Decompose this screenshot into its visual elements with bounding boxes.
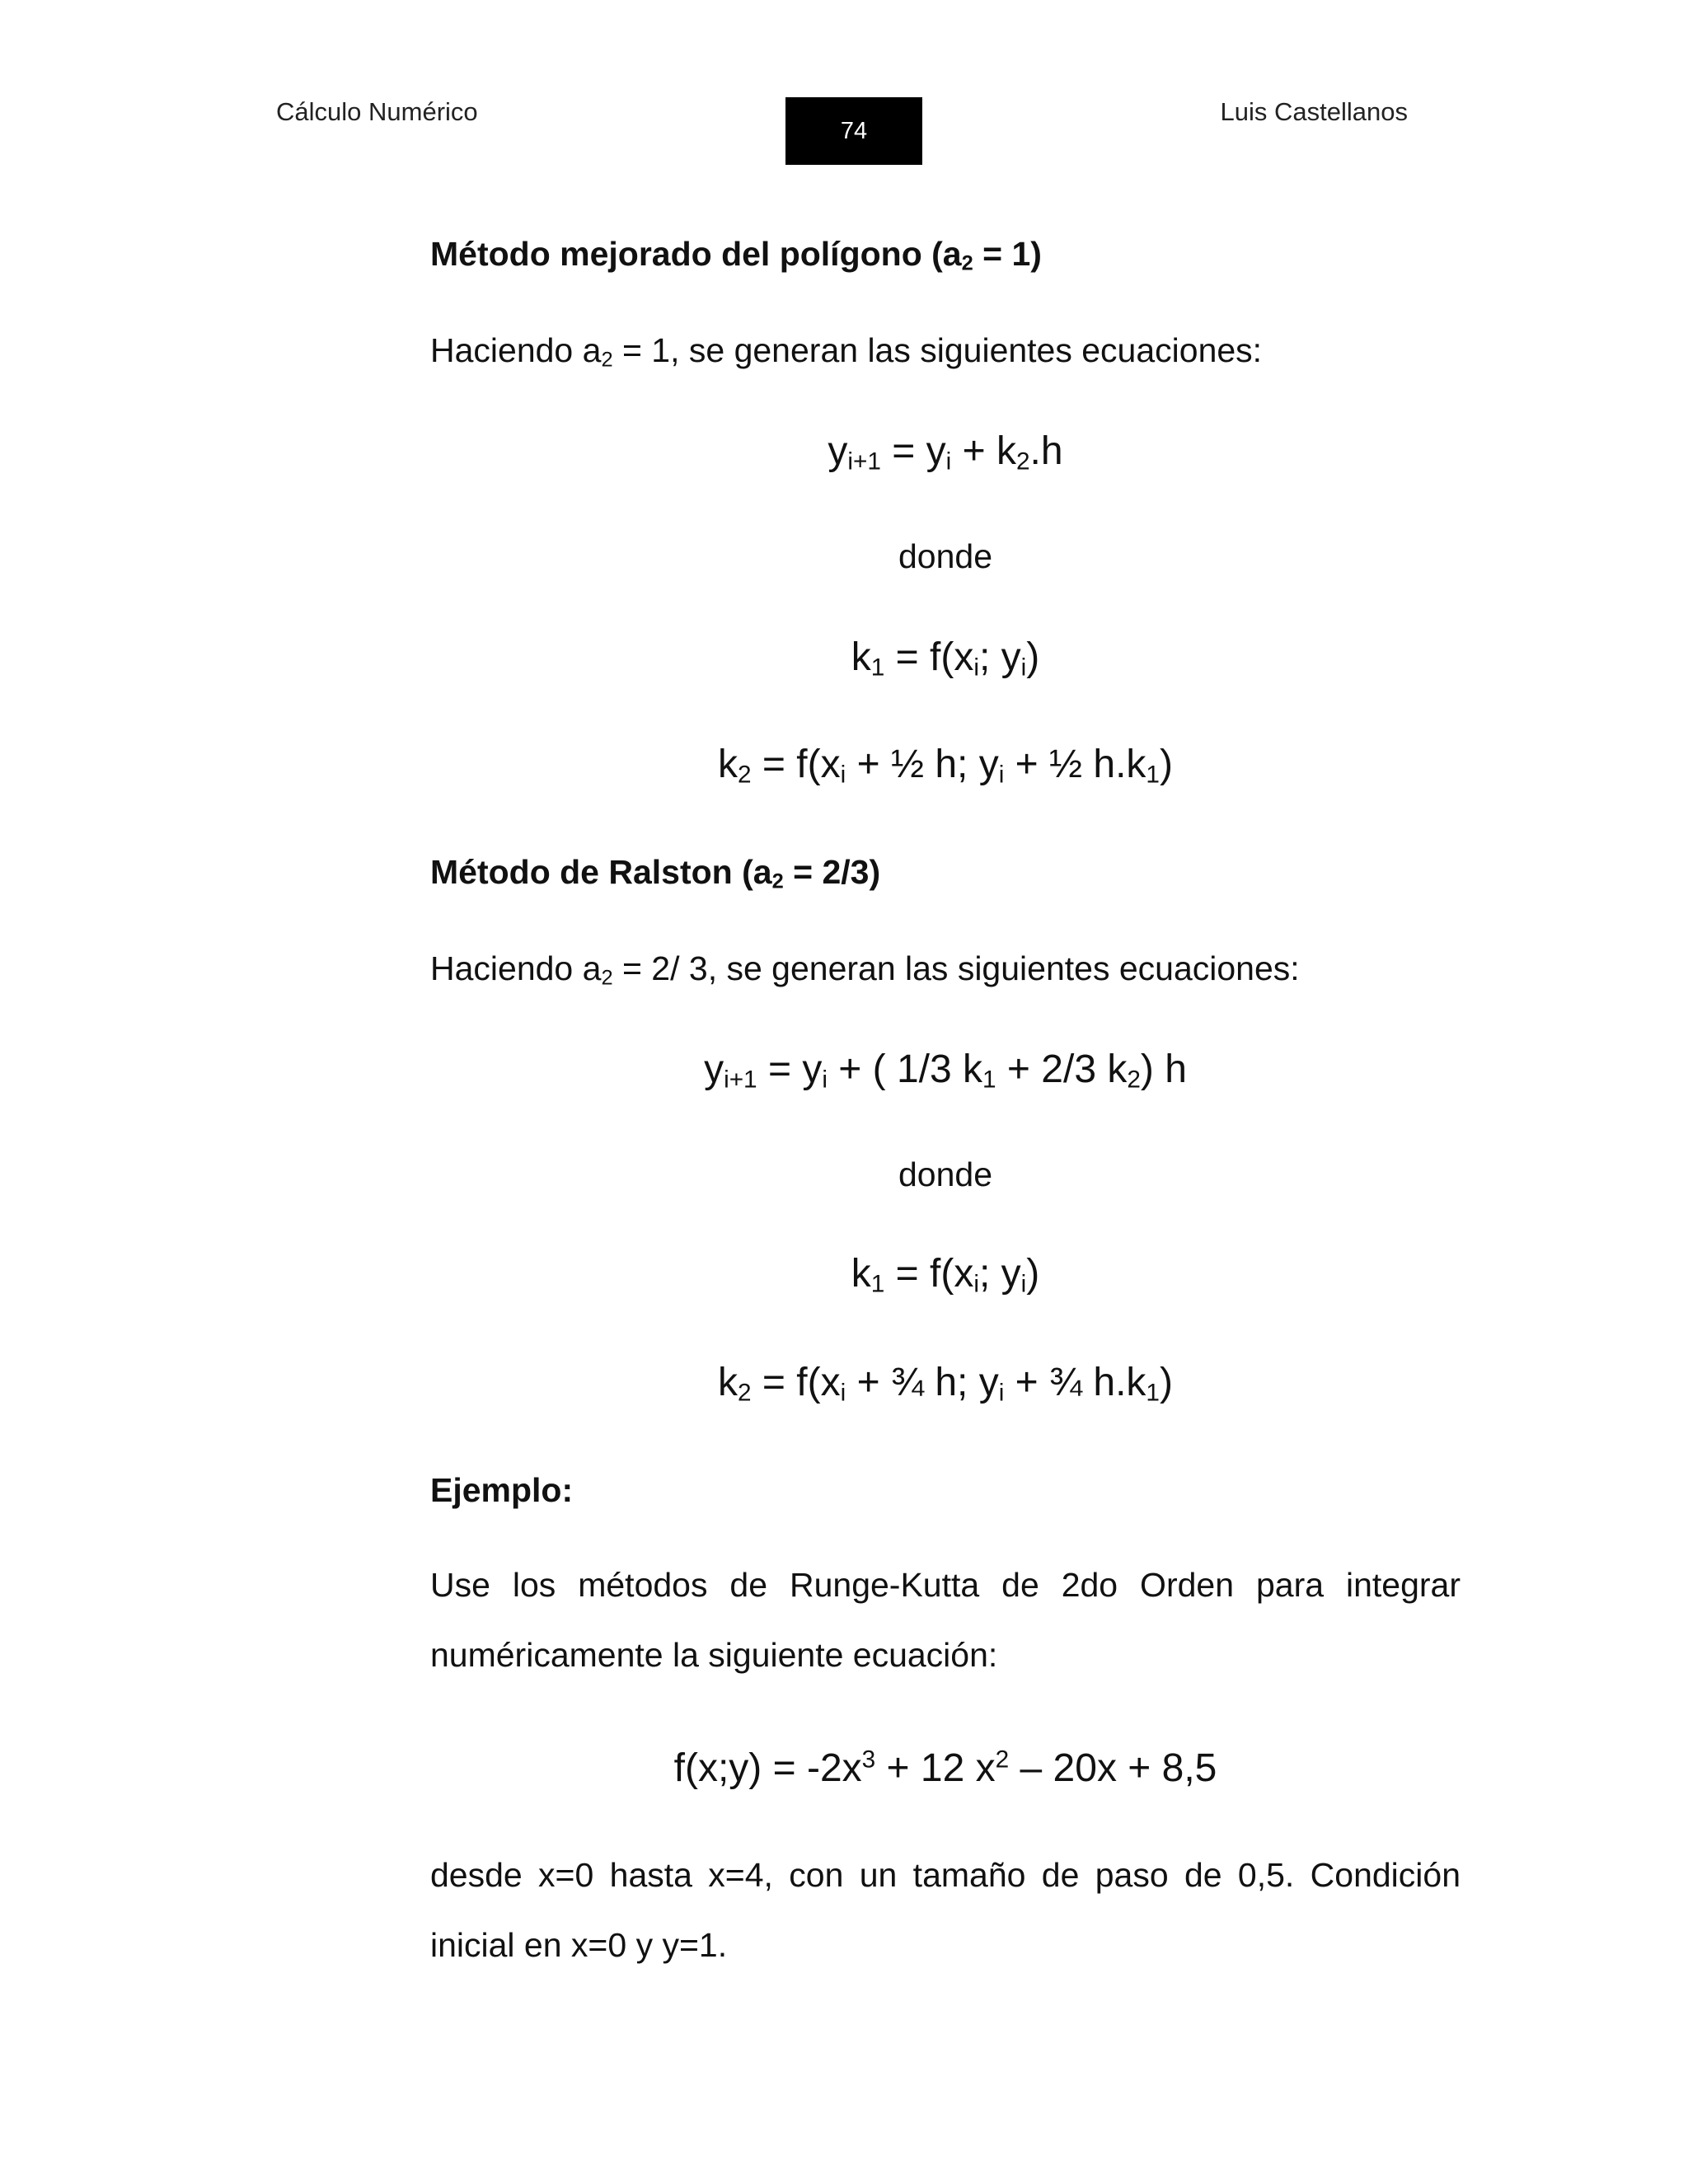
example-equation: f(x;y) = $-2x^3 + 12$ $x^2 - 20x + 8,5$ (673, 1746, 1217, 1790)
running-header-title: Cálculo Numérico (276, 97, 478, 126)
example-paragraph-2-line-1: desde x=0 hasta x=4, con un tamaño de paso de 0,5. Condición (430, 1856, 1461, 1894)
donde-label-polygon: donde (898, 537, 992, 575)
equation-k2-polygon: $k_2 = f(x_i$ + ½ h; $y_i$ + ½ $h.k_1$) (718, 743, 1173, 789)
donde-label-ralston: donde (898, 1155, 992, 1193)
example-heading: Ejemplo: (430, 1471, 574, 1509)
example-paragraph-2-line-2: inicial en x=0 y y=1. (430, 1926, 728, 1964)
page-number-badge: 74 (785, 97, 922, 165)
equation-k2-ralston: $k_2 = f(x_i$ + ¾ h; $y_i$ + ¾ $h.k_1$) (718, 1361, 1173, 1407)
example-paragraph-1-line-2: numéricamente la siguiente ecuación: (430, 1636, 998, 1674)
section-heading-ralston: Método de Ralston $(a_2 = 2/3)$ (430, 853, 881, 893)
running-header-author: Luis Castellanos (1220, 97, 1408, 126)
example-paragraph-1-line-1: Use los métodos de Runge-Kutta de 2do Orden para integrar (430, 1566, 1461, 1604)
equation-k1-ralston: $k_1 = f(x_i$; $y_i$) (851, 1252, 1040, 1298)
section-intro-ralston: Haciendo $a_2 = 2/$ 3, se generan las siguientes ecuaciones: (430, 949, 1300, 990)
equation-yi1-ralston: $y_{i+1} = y_i$ + ( 1/3 $k_1 + 2/3$ $k_2$) h (704, 1047, 1187, 1094)
section-heading-polygon: Método mejorado del polígono $(a_2 = 1)$ (430, 235, 1042, 275)
equation-k1-polygon: $k_1 = f(x_i$; $y_i$) (851, 635, 1040, 682)
equation-yi1-polygon: $y_{i+1} = y_i + k_2.h$ (828, 429, 1063, 476)
section-intro-polygon: Haciendo $a_2 = 1$, se generan las siguientes ecuaciones: (430, 331, 1263, 372)
